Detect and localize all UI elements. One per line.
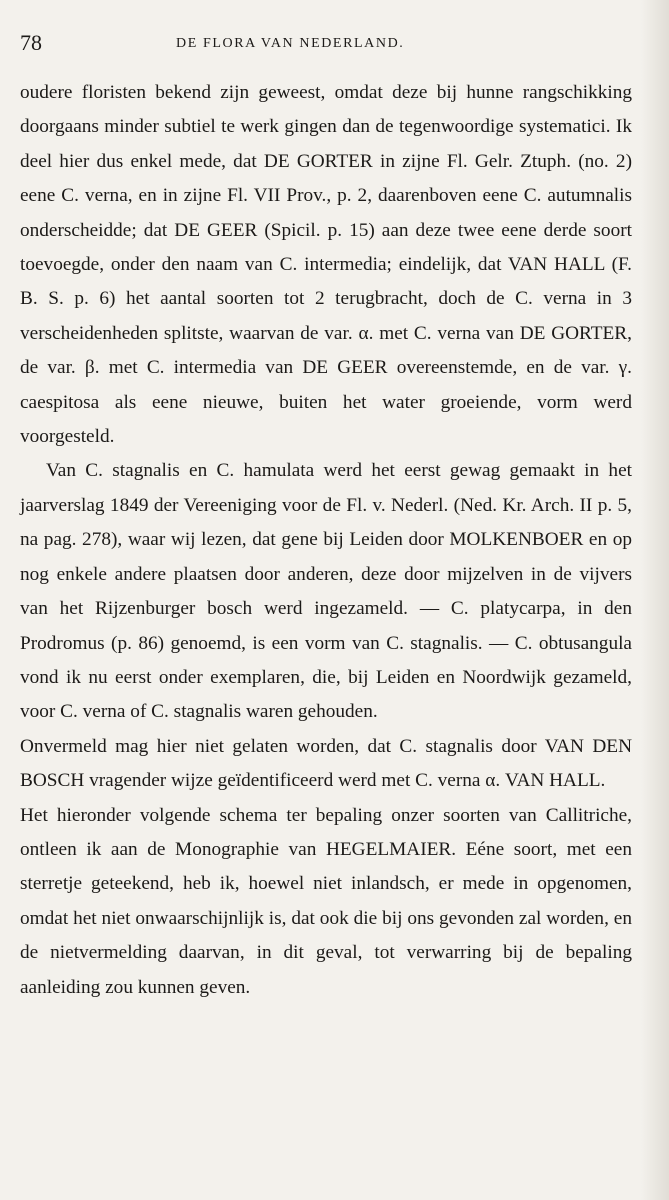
- paragraph-3: Onvermeld mag hier niet gelaten worden, dat C. stagnalis door VAN DEN BOSCH vragender wijze geïdentificeerd werd met C. verna α. VAN HALL.: [20, 735, 632, 792]
- body-text: [20, 76, 632, 1005]
- paragraph-2: Van C. stagnalis en C. hamulata werd het eerst gewag gemaakt in het jaarverslag 1849 der Vereeniging voor de Fl. v. Nederl. (Ned. Kr. Arch. II p. 5, na pag. 278), waar wij lezen, dat gene bij Leiden door MOLKENBOER en op nog enkele andere plaatsen door anderen, deze door mijzelven in de vijvers van het Rijzenburger bosch werd ingezameld. — C. platycarpa, in den Prodromus (p. 86) genoemd, is een vorm van C. stagnalis. — C. obtusangula vond ik nu eerst onder exemplaren, die, bij Leiden en Noordwijk gezameld, voor C. verna of C. stagnalis waren gehouden.: [20, 460, 632, 723]
- paragraph-1: oudere floristen bekend zijn geweest, omdat deze bij hunne rangschikking doorgaans minder subtiel te werk gingen dan de tegenwoordige systematici. Ik deel hier dus enkel mede, dat DE GORTER in zijne Fl. Gelr. Ztuph. (no. 2) eene C. verna, en in zijne Fl. VII Prov., p. 2, daarenboven eene C. autumnalis onderscheidde; dat DE GEER (Spicil. p. 15) aan deze twee eene derde soort toevoegde, onder den naam van C. intermedia; eindelijk, dat VAN HALL (F. B. S. p. 6) het aantal soorten tot 2 terugbracht, doch de C. verna in 3 verscheidenheden splitste, waarvan de var. α. met C. verna van DE GORTER, de var. β. met C. intermedia van DE GEER overeenstemde, en de var. γ. caespitosa als eene nieuwe, buiten het water groeiende, vorm werd voorgesteld.: [20, 82, 632, 448]
- page-number: 78: [20, 30, 42, 55]
- running-title: DE FLORA VAN NEDERLAND.: [176, 36, 405, 51]
- paragraph-4: Het hieronder volgende schema ter bepaling onzer soorten van Callitriche, ontleen ik aan de Monographie van HEGELMAIER. Eéne soort, met een sterretje geteekend, heb ik, hoewel niet inlandsch, er mede in opgenomen, omdat het niet onwaarschijnlijk is, dat ook die bij ons gevonden zal worden, en de nietvermelding daarvan, in dit geval, tot verwarring bij de bepaling aanleiding zou kunnen geven.: [20, 804, 632, 998]
- page-header: [20, 30, 629, 60]
- page-edge-shadow: [641, 0, 669, 1200]
